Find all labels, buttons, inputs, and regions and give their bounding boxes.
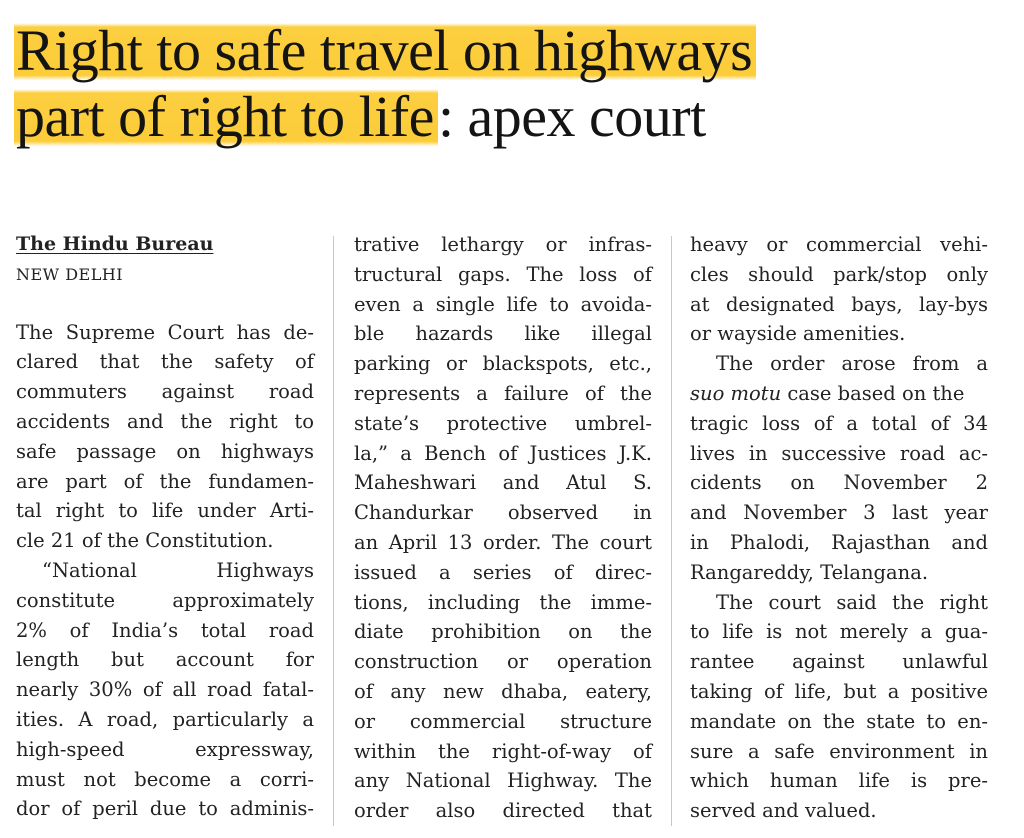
italic-phrase: suo motu	[690, 381, 782, 405]
col2-line: of any new dhaba, eatery,	[354, 679, 652, 703]
headline-highlight-1: Right to safe travel on highways	[14, 18, 756, 83]
col2-line: trative lethargy or infras-	[354, 233, 652, 256]
headline-rest: : apex court	[437, 84, 706, 149]
col2-line: ble hazards like illegal	[354, 322, 652, 346]
col2-line: even a single life to avoida-	[354, 292, 652, 316]
col1-line: ities. A road, particularly a	[16, 707, 314, 731]
col3-line-tail: case based on the	[781, 381, 965, 405]
col1-line: tal right to life under Arti-	[16, 499, 314, 523]
col2-line: within the right-of-way of	[354, 739, 652, 763]
col3-line: in Phalodi, Rajasthan and	[690, 530, 988, 554]
col3-line: cidents on November 2	[690, 471, 988, 495]
col3-line: rantee against unlawful	[690, 650, 988, 674]
col3-line: which human life is pre-	[690, 769, 988, 793]
col3-line: The order arose from a	[716, 352, 988, 376]
col1-line: constitute approximately	[16, 588, 314, 612]
col3-line: and November 3 last year	[690, 501, 988, 525]
col3-line: lives in successive road ac-	[690, 441, 988, 465]
headline-highlight-2: part of right to life	[14, 84, 438, 149]
col1-line: accidents and the right to	[16, 409, 314, 433]
col3-line: tragic loss of a total of 34	[690, 411, 988, 435]
col3-line: sure a safe environment in	[690, 739, 988, 763]
col3-line: served and valued.	[690, 799, 877, 823]
column-divider-2	[671, 236, 672, 826]
col1-line: dor of peril due to adminis-	[16, 797, 314, 821]
col2-line: order also directed that	[354, 799, 652, 823]
col1-line: clared that the safety of	[16, 350, 314, 374]
column-divider-1	[333, 236, 334, 826]
article-column-1	[16, 230, 314, 824]
col3-line: mandate on the state to en-	[690, 709, 988, 733]
dateline: NEW DELHI	[16, 264, 124, 284]
col1-line: The Supreme Court has de-	[16, 320, 314, 344]
col2-line: tructural gaps. The loss of	[354, 262, 652, 286]
col1-line: cle 21 of the Constitution.	[16, 529, 274, 553]
col1-line: commuters against road	[16, 380, 314, 404]
col1-line: safe passage on highways	[16, 439, 314, 463]
col2-line: tions, including the imme-	[354, 590, 652, 614]
col2-line: Chandurkar observed in	[354, 501, 652, 525]
col3-line: The court said the right	[716, 590, 988, 614]
col3-line: Rangareddy, Telangana.	[690, 560, 929, 584]
spacer	[16, 290, 314, 318]
col1-line: high-speed expressway,	[16, 737, 314, 761]
col3-line-mixed	[690, 379, 988, 409]
col3-line: at designated bays, lay-bys	[690, 292, 988, 316]
col3-line: taking of life, but a positive	[690, 679, 988, 703]
headline	[14, 18, 1014, 150]
col2-line: la,” a Bench of Justices J.K.	[354, 441, 652, 465]
col3-line: cles should park/stop only	[690, 262, 988, 286]
col2-line: represents a failure of the	[354, 381, 652, 405]
col1-line: length but account for	[16, 648, 314, 672]
col2-line: parking or blackspots, etc.,	[354, 352, 652, 376]
col3-line: heavy or commercial vehi-	[690, 233, 988, 256]
col2-line: any National Highway. The	[354, 769, 652, 793]
byline: The Hindu Bureau	[16, 233, 214, 255]
col1-line: 2% of India’s total road	[16, 618, 314, 642]
col1-line: nearly 30% of all road fatal-	[16, 678, 314, 702]
col1-line: must not become a corri-	[16, 767, 314, 791]
col2-line: or commercial structure	[354, 709, 652, 733]
col2-line: construction or operation	[354, 650, 652, 674]
col2-line: an April 13 order. The court	[354, 530, 652, 554]
col3-line: to life is not merely a gua-	[690, 620, 988, 644]
article-column-2	[354, 230, 652, 826]
col2-line: Maheshwari and Atul S.	[354, 471, 652, 495]
col1-line: are part of the fundamen-	[16, 469, 314, 493]
article-column-3	[690, 230, 988, 826]
col2-line: diate prohibition on the	[354, 620, 652, 644]
col2-line: issued a series of direc-	[354, 560, 652, 584]
col1-line: “National Highways	[42, 558, 314, 582]
col3-line: or wayside amenities.	[690, 322, 906, 346]
col2-line: state’s protective umbrel-	[354, 411, 652, 435]
